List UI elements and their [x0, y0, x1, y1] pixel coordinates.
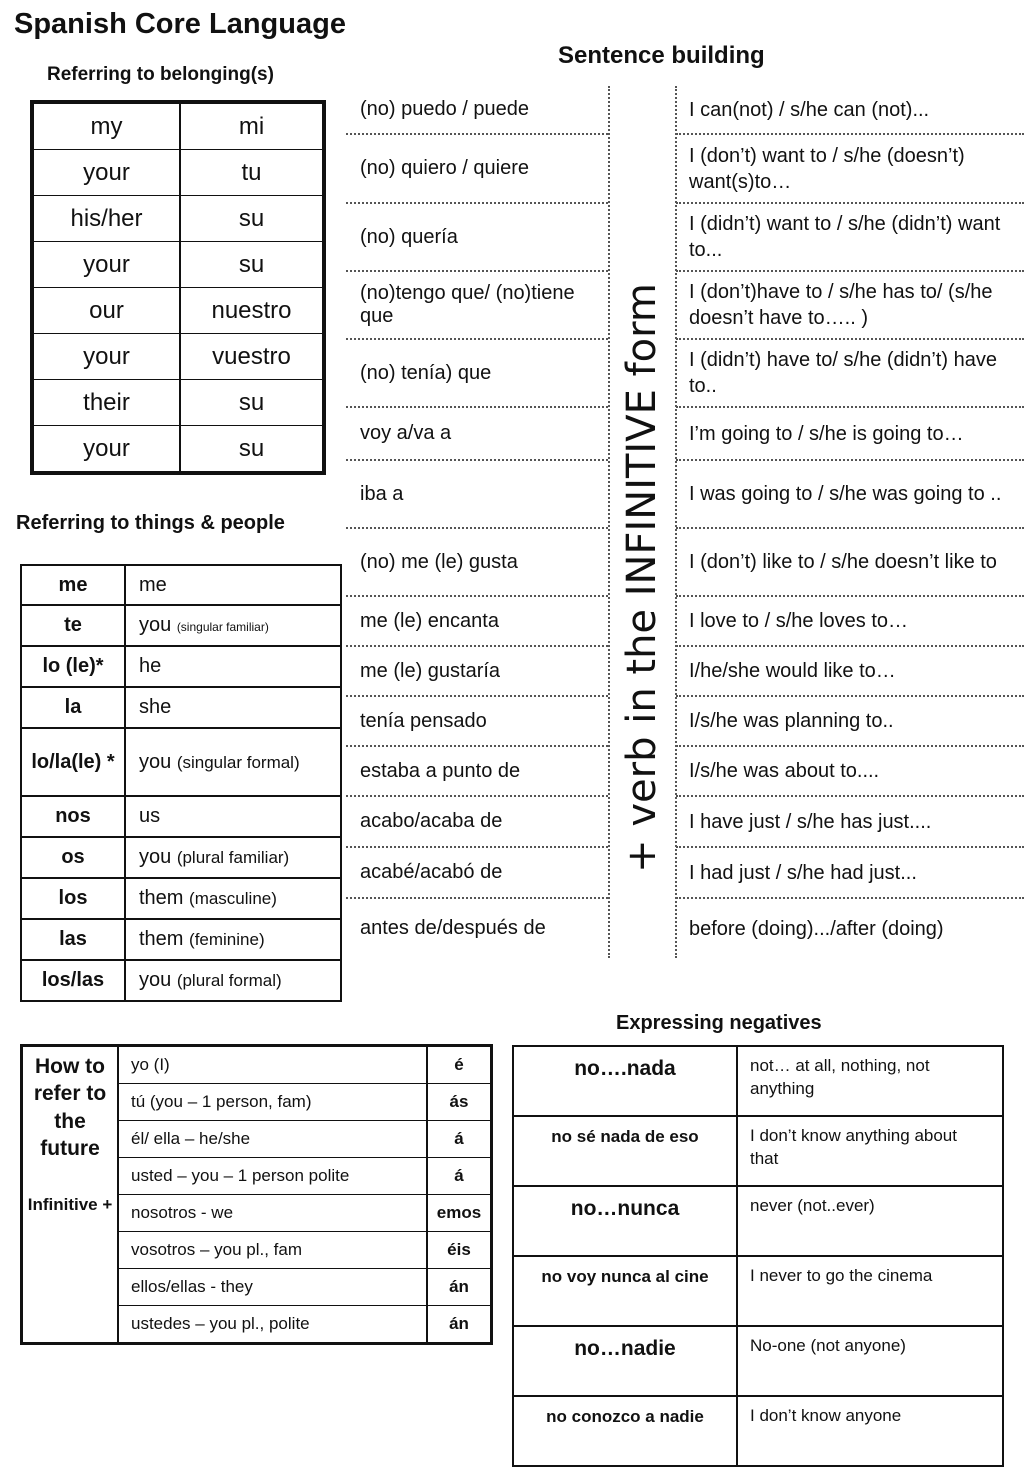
- spanish-phrase: (no) puedo / puede: [346, 86, 608, 135]
- pronoun-note: (plural formal): [176, 971, 282, 990]
- english-phrase: I had just / s/he had just...: [676, 848, 1024, 899]
- spanish-pronoun: los/las: [21, 960, 125, 1001]
- english-phrase: I can(not) / s/he can (not)...: [676, 86, 1024, 135]
- english-phrase: I (didn’t) have to/ s/he (didn’t) have to..: [676, 340, 1024, 408]
- english-pronoun: [125, 728, 341, 796]
- english-negative: I don’t know anything about that: [737, 1116, 1003, 1186]
- english-phrase: I/s/he was about to....: [676, 747, 1024, 797]
- pronoun-meaning: he: [139, 655, 162, 677]
- english-negative: I don’t know anyone: [737, 1396, 1003, 1466]
- pronoun-row: [21, 687, 341, 728]
- spanish-negative: no sé nada de eso: [513, 1116, 737, 1186]
- spanish-phrase: iba a: [346, 461, 608, 529]
- pronoun-note: (masculine): [189, 889, 277, 908]
- english-phrase: I’m going to / s/he is going to…: [676, 408, 1024, 461]
- divider-left: [608, 86, 610, 958]
- future-ending: emos: [427, 1195, 492, 1232]
- spanish-negative: no…nunca: [513, 1186, 737, 1256]
- spanish-phrase: (no) tenía) que: [346, 340, 608, 408]
- spanish-pronoun: os: [21, 837, 125, 878]
- english-phrase: I (don’t) want to / s/he (doesn’t) want(s)to…: [676, 135, 1024, 204]
- subject-pronoun: él/ ella – he/she: [118, 1121, 427, 1158]
- future-ending: án: [427, 1269, 492, 1306]
- things-heading: Referring to things & people: [16, 512, 285, 534]
- pronoun-meaning: she: [139, 696, 172, 718]
- pronoun-row: [21, 565, 341, 605]
- pronoun-note: (singular familiar): [176, 620, 269, 634]
- future-sub: Infinitive +: [27, 1195, 113, 1215]
- future-row: [22, 1046, 492, 1084]
- english-phrase: I have just / s/he has just....: [676, 797, 1024, 848]
- subject-pronoun: tú (you – 1 person, fam): [118, 1084, 427, 1121]
- english-possessive: your: [32, 426, 180, 474]
- pronoun-row: [21, 646, 341, 687]
- pronoun-row: [21, 919, 341, 960]
- pronoun-meaning: them: [139, 887, 184, 909]
- belonging-row: [32, 288, 324, 334]
- english-pronoun: [125, 565, 341, 605]
- english-pronoun: [125, 646, 341, 687]
- future-ending: éis: [427, 1232, 492, 1269]
- english-negative: I never to go the cinema: [737, 1256, 1003, 1326]
- spanish-possessive: su: [180, 196, 324, 242]
- pronoun-meaning: them: [139, 928, 184, 950]
- english-phrase: I/he/she would like to…: [676, 647, 1024, 697]
- english-negative: No-one (not anyone): [737, 1326, 1003, 1396]
- english-phrase: I (don’t) like to / s/he doesn’t like to: [676, 529, 1024, 597]
- spanish-pronoun: lo (le)*: [21, 646, 125, 687]
- sentence-heading: Sentence building: [558, 42, 765, 69]
- spanish-phrase: me (le) gustaría: [346, 647, 608, 697]
- spanish-phrase: (no) quería: [346, 204, 608, 272]
- belonging-heading: Referring to belonging(s): [47, 64, 274, 85]
- spanish-phrase: estaba a punto de: [346, 747, 608, 797]
- negative-row: [513, 1326, 1003, 1396]
- negatives-heading: Expressing negatives: [616, 1012, 822, 1034]
- spanish-phrase: tenía pensado: [346, 697, 608, 747]
- english-phrase: I (don’t)have to / s/he has to/ (s/he doesn’t have to….. ): [676, 272, 1024, 340]
- belonging-row: [32, 196, 324, 242]
- english-possessive: your: [32, 242, 180, 288]
- english-phrase: before (doing).../after (doing): [689, 917, 944, 940]
- spanish-phrase: acabé/acabó de: [346, 848, 608, 899]
- belonging-row: [32, 150, 324, 196]
- english-phrase: I/s/he was planning to..: [676, 697, 1024, 747]
- subject-pronoun: ustedes – you pl., polite: [118, 1306, 427, 1344]
- spanish-negative: no conozco a nadie: [513, 1396, 737, 1466]
- english-possessive: your: [32, 150, 180, 196]
- future-ending: á: [427, 1158, 492, 1195]
- pronoun-row: [21, 878, 341, 919]
- pronoun-row: [21, 728, 341, 796]
- spanish-phrase: acabo/acaba de: [346, 797, 608, 848]
- spanish-possessive: mi: [180, 102, 324, 150]
- spanish-phrase: (no)tengo que/ (no)tiene que: [346, 272, 608, 340]
- pronoun-meaning: me: [139, 573, 167, 596]
- english-phrase: I love to / s/he loves to…: [676, 597, 1024, 647]
- future-ending: án: [427, 1306, 492, 1344]
- english-pronoun: [125, 796, 341, 837]
- negatives-table: [512, 1045, 1004, 1467]
- spanish-possessive: tu: [180, 150, 324, 196]
- belonging-row: [32, 334, 324, 380]
- infinitive-label: + verb in the INFINITIVE form: [619, 283, 665, 873]
- english-negative: not… at all, nothing, not anything: [737, 1046, 1003, 1116]
- negative-row: [513, 1046, 1003, 1116]
- belonging-row: [32, 380, 324, 426]
- spanish-pronoun: te: [21, 605, 125, 646]
- english-possessive: our: [32, 288, 180, 334]
- subject-pronoun: vosotros – you pl., fam: [118, 1232, 427, 1269]
- pronoun-note: (feminine): [189, 930, 265, 949]
- subject-pronoun: ellos/ellas - they: [118, 1269, 427, 1306]
- future-header-cell: [22, 1046, 119, 1344]
- english-pronoun: [125, 878, 341, 919]
- spanish-negative: no voy nunca al cine: [513, 1256, 737, 1326]
- english-possessive: his/her: [32, 196, 180, 242]
- spanish-phrase: antes de/después de: [360, 917, 546, 939]
- english-possessive: my: [32, 102, 180, 150]
- spanish-phrase: me (le) encanta: [346, 597, 608, 647]
- belonging-row: [32, 102, 324, 150]
- spanish-pronoun: lo/la(le) *: [21, 728, 125, 796]
- subject-pronoun: nosotros - we: [118, 1195, 427, 1232]
- spanish-phrase: voy a/va a: [346, 408, 608, 461]
- english-pronoun: [125, 837, 341, 878]
- pronoun-row: [21, 796, 341, 837]
- future-ending: á: [427, 1121, 492, 1158]
- spanish-possessive: su: [180, 242, 324, 288]
- negative-row: [513, 1396, 1003, 1466]
- pronoun-row: [21, 837, 341, 878]
- page-title: Spanish Core Language: [14, 8, 346, 40]
- pronoun-meaning: you: [139, 750, 172, 773]
- english-pronoun: [125, 687, 341, 728]
- negative-row: [513, 1116, 1003, 1186]
- future-ending: é: [427, 1046, 492, 1084]
- pronoun-note: (plural familiar): [176, 848, 290, 867]
- spanish-pronoun: los: [21, 878, 125, 919]
- english-negative: never (not..ever): [737, 1186, 1003, 1256]
- pronoun-meaning: you: [139, 969, 172, 991]
- spanish-pronoun: me: [21, 565, 125, 605]
- pronoun-meaning: you: [139, 614, 172, 636]
- spanish-negative: no…nadie: [513, 1326, 737, 1396]
- english-pronoun: [125, 605, 341, 646]
- spanish-possessive: nuestro: [180, 288, 324, 334]
- spanish-negative: no….nada: [513, 1046, 737, 1116]
- future-table: [20, 1044, 493, 1345]
- belonging-row: [32, 242, 324, 288]
- pronoun-meaning: us: [139, 805, 161, 827]
- belonging-table: [30, 100, 326, 475]
- spanish-pronoun: la: [21, 687, 125, 728]
- pronoun-note: (singular formal): [176, 752, 300, 772]
- subject-pronoun: usted – you – 1 person polite: [118, 1158, 427, 1195]
- negative-row: [513, 1186, 1003, 1256]
- spanish-possessive: su: [180, 380, 324, 426]
- english-pronoun: [125, 919, 341, 960]
- subject-pronoun: yo (I): [118, 1046, 427, 1084]
- spanish-phrase: (no) quiero / quiere: [346, 135, 608, 204]
- negative-row: [513, 1256, 1003, 1326]
- english-phrase: I was going to / s/he was going to ..: [676, 461, 1024, 529]
- english-phrase: I (didn’t) want to / s/he (didn’t) want to...: [676, 204, 1024, 272]
- spanish-possessive: su: [180, 426, 324, 474]
- future-heading: How to refer to the future: [33, 1055, 107, 1160]
- spanish-pronoun: nos: [21, 796, 125, 837]
- english-possessive: their: [32, 380, 180, 426]
- spanish-possessive: vuestro: [180, 334, 324, 380]
- english-pronoun: [125, 960, 341, 1001]
- pronoun-row: [21, 605, 341, 646]
- english-possessive: your: [32, 334, 180, 380]
- pronoun-row: [21, 960, 341, 1001]
- belonging-row: [32, 426, 324, 474]
- spanish-phrase: (no) me (le) gusta: [346, 529, 608, 597]
- future-ending: ás: [427, 1084, 492, 1121]
- pronoun-meaning: you: [139, 846, 172, 868]
- spanish-pronoun: las: [21, 919, 125, 960]
- things-table: [20, 564, 342, 1002]
